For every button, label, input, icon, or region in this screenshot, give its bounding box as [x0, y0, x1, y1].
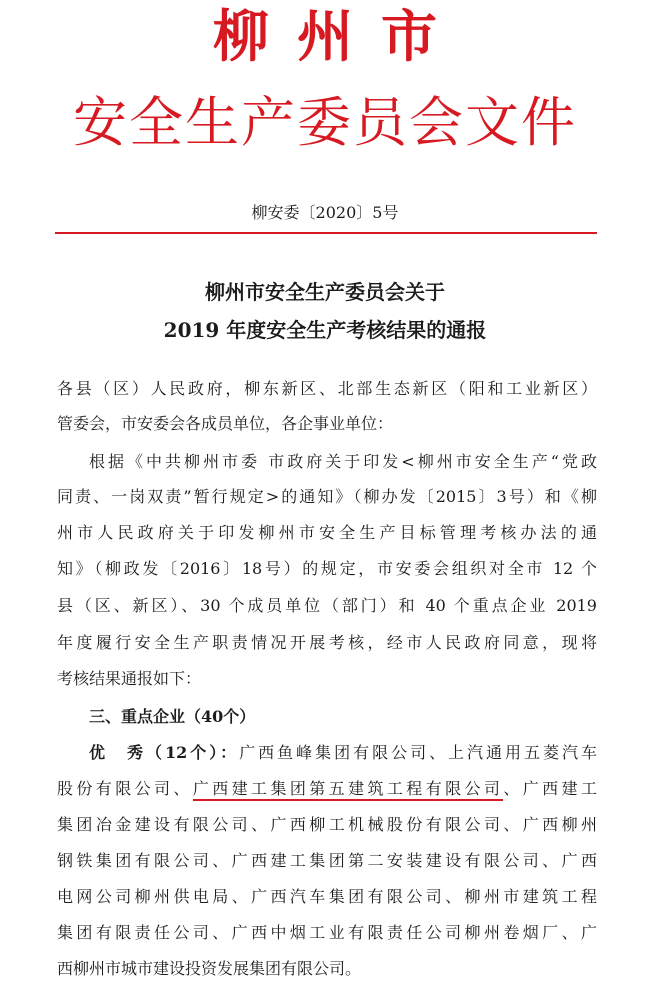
body-line: 县（区、新区）、30 个成员单位（部门）和 40 个重点企业 2019 — [57, 596, 597, 615]
section-heading: 三、重点企业（40个） — [89, 707, 256, 726]
body-line: 州市人民政府关于印发柳州市安全生产目标管理考核办法的通 — [57, 523, 597, 542]
body-line: 管委会，市安委会各成员单位，各企事业单位： — [57, 414, 394, 433]
highlighted-company: 广西建工集团第五建筑工程有限公司 — [193, 779, 504, 801]
body-line: 钢铁集团有限公司、广西建工集团第二安装建设有限公司、广西 — [57, 851, 597, 870]
body-line: 根据《中共柳州市委 市政府关于印发<柳州市安全生产“党政 — [89, 452, 597, 471]
excellent-line — [89, 742, 597, 764]
title-line-1: 柳州市安全生产委员会关于 — [205, 280, 445, 304]
body-line: 集团有限责任公司、广西中烟工业有限责任公司柳州卷烟厂、广 — [57, 923, 597, 942]
body-line: 各县（区）人民政府，柳东新区、北部生态新区（阳和工业新区） — [57, 379, 597, 398]
body-line: 西柳州市城市建设投资发展集团有限公司。 — [57, 959, 362, 978]
body-text-segment: 、广西建工 — [503, 779, 597, 798]
red-divider — [55, 232, 597, 234]
body-line: 电网公司柳州供电局、广西汽车集团有限公司、柳州市建筑工程 — [57, 887, 597, 906]
body-line: 同责、一岗双责”暂行规定>的通知》（柳办发〔2015〕3号）和《柳 — [57, 487, 597, 506]
body-text-segment: 股份有限公司、 — [57, 779, 193, 798]
excellent-label: 优 秀（12个）： — [89, 743, 240, 762]
body-line: 考核结果通报如下： — [57, 669, 202, 688]
body-line: 集团冶金建设有限公司、广西柳工机械股份有限公司、广西柳州 — [57, 815, 597, 834]
highlight-line — [57, 778, 597, 800]
header-city: 柳州市 — [213, 4, 465, 70]
title-line-2: 2019 年度安全生产考核结果的通报 — [163, 318, 487, 342]
body-text-segment: 广西鱼峰集团有限公司、上汽通用五菱汽车 — [239, 743, 597, 762]
body-line: 年度履行安全生产职责情况开展考核，经市人民政府同意，现将 — [57, 633, 597, 652]
body-line: 知》（柳政发〔2016〕18号）的规定，市安委会组织对全市 12 个 — [57, 559, 597, 578]
doc-number: 柳安委〔2020〕5号 — [251, 203, 399, 222]
header-org: 安全生产委员会文件 — [73, 91, 577, 154]
